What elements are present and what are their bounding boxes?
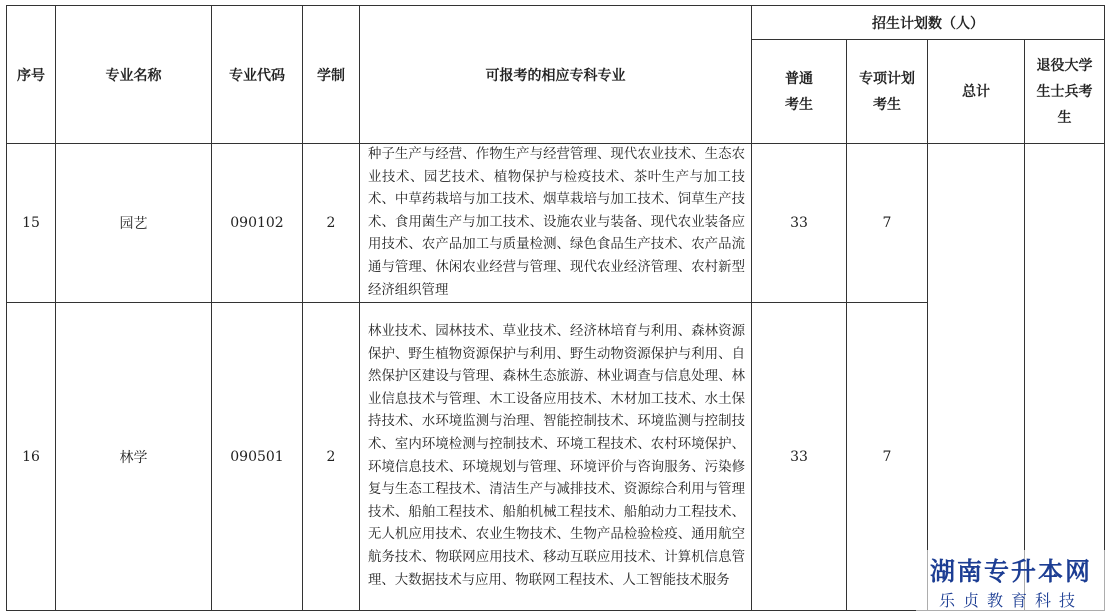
col-header-regular xyxy=(752,40,847,144)
col-header-plan-group: 招生计划数（人） xyxy=(752,6,1105,40)
col-header-major-code: 专业代码 xyxy=(212,6,303,144)
cell-seq: 15 xyxy=(7,144,56,303)
col-header-total: 总计 xyxy=(928,40,1025,144)
col-header-veteran xyxy=(1025,40,1105,144)
watermark-logo xyxy=(916,550,1106,612)
cell-related-majors: 林业技术、园林技术、草业技术、经济林培育与利用、森林资源保护、野生植物资源保护与利用、野生动物资源保护与利用、自然保护区建设与管理、森林生态旅游、林业调查与信息处理、林业信息技术与管理、木工设备应用技术、木材加工技术、水土保持技术、水环境监测与治理、智能控制技术、环境监测与控制技术、室内环境检测与控制技术、环境工程技术、农村环境保护、环境信息技术、环境规划与管理、环境评价与咨询服务、污染修复与生态工程技术、清洁生产与减排技术、资源综合利用与管理技术、船舶工程技术、船舶机械工程技术、船舶动力工程技术、无人机应用技术、农业生物技术、生物产品检验检疫、通用航空航务技术、物联网应用技术、移动互联应用技术、计算机信息管理、大数据技术与应用、物联网工程技术、人工智能技术服务 xyxy=(360,303,752,611)
table-row xyxy=(7,144,1105,303)
cell-special-count: 7 xyxy=(847,303,928,611)
col-header-veteran-line2: 生士兵考 xyxy=(1036,83,1093,100)
cell-regular-count: 33 xyxy=(752,303,847,611)
col-header-veteran-line3: 生 xyxy=(1057,109,1072,126)
col-header-duration: 学制 xyxy=(303,6,360,144)
cell-major-name: 林学 xyxy=(56,303,212,611)
col-header-regular-line1: 普通 xyxy=(785,70,813,87)
cell-regular-count: 33 xyxy=(752,144,847,303)
cell-major-code: 090102 xyxy=(212,144,303,303)
cell-veteran xyxy=(1025,144,1105,611)
col-header-seq: 序号 xyxy=(7,6,56,144)
cell-duration: 2 xyxy=(303,144,360,303)
col-header-special-line2: 考生 xyxy=(873,96,901,113)
enrollment-plan-table xyxy=(6,5,1105,611)
col-header-special-line1: 专项计划 xyxy=(859,70,915,87)
header-row-1 xyxy=(7,6,1105,40)
cell-seq: 16 xyxy=(7,303,56,611)
cell-major-name: 园艺 xyxy=(56,144,212,303)
cell-related-majors: 种子生产与经营、作物生产与经营管理、现代农业技术、生态农业技术、园艺技术、植物保护与检疫技术、茶叶生产与加工技术、中草药栽培与加工技术、烟草栽培与加工技术、饲草生产技术、食用菌生产与加工技术、设施农业与装备、现代农业装备应用技术、农产品加工与质量检测、绿色食品生产技术、农产品流通与管理、休闲农业经营与管理、现代农业经济管理、农村新型经济组织管理 xyxy=(360,144,752,303)
col-header-special xyxy=(847,40,928,144)
col-header-veteran-line1: 退役大学 xyxy=(1036,57,1093,74)
col-header-regular-line2: 考生 xyxy=(785,96,813,113)
watermark-title: 湖南专升本网 xyxy=(929,557,1092,586)
col-header-related-majors: 可报考的相应专科专业 xyxy=(360,6,752,144)
cell-total xyxy=(928,144,1025,611)
cell-major-code: 090501 xyxy=(212,303,303,611)
col-header-major-name: 专业名称 xyxy=(56,6,212,144)
cell-duration: 2 xyxy=(303,303,360,611)
cell-special-count: 7 xyxy=(847,144,928,303)
watermark-subtitle: 乐贞教育科技 xyxy=(938,591,1083,610)
